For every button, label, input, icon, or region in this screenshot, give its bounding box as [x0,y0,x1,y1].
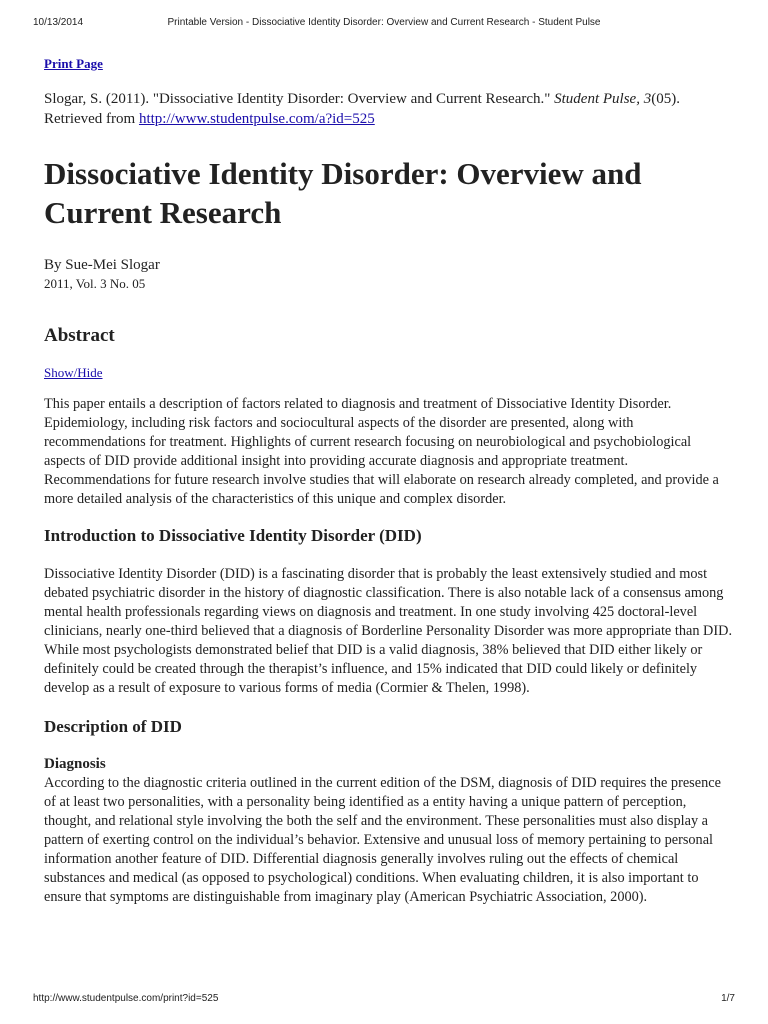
abstract-text: This paper entails a description of factors related to diagnosis and treatment of Dissociative Identity Disorder. Epidemiology, including risk factors and sociocultural aspects of the disorder are presented, along with recommendations for treatment. Highlights of current research focusing on neurobiological and psychobiological aspects of DID provide additional insight into providing accurate diagnosis and appropriate treatment. Recommendations for future research involve studies that will elaborate on research already completed, and provide a more detailed analysis of the characteristics of this unique and complex disorder. [44,396,719,507]
citation-authors: Slogar, S. (2011). "Dissociative Identity Disorder: Overview and Current Research." [44,91,555,107]
article [44,56,734,907]
article-title: Dissociative Identity Disorder: Overview and Current Research [44,156,642,230]
abstract-heading: Abstract [44,325,115,346]
page-number: 1/7 [721,993,735,1004]
citation-journal: Student Pulse, [554,91,640,107]
citation [44,89,734,129]
diagnosis-text: According to the diagnostic criteria outlined in the current edition of the DSM, diagnosis of DID requires the presence of at least two personalities, with a personality being identified as a entity having a unique pattern of perception, thought, and relational style involving the both the self and the environment. These personalities must also display a pattern of exerting control on the individual’s behavior. Extensive and unusual loss of memory pertaining to personal information another feature of DID. Differential diagnosis generally involves ruling out the effects of chemical substances and medical (as opposed to psychological) conditions. When evaluating children, it is also important to ensure that symptoms are distinguishable from imaginary play (American Psychiatric Association, 2000). [44,775,721,905]
intro-heading: Introduction to Dissociative Identity Disorder (DID) [44,526,422,545]
citation-issue: (05). Retrieved from [44,91,680,127]
print-url: http://www.studentpulse.com/print?id=525 [33,993,219,1004]
print-footer [33,993,735,1007]
description-heading: Description of DID [44,717,182,736]
print-date: 10/13/2014 [33,17,84,28]
print-header [33,17,735,31]
diagnosis-heading: Diagnosis [44,756,106,772]
citation-url-link[interactable]: http://www.studentpulse.com/a?id=525 [138,111,375,127]
byline: By Sue-Mei Slogar [44,257,160,273]
issue-info: 2011, Vol. 3 No. 05 [44,276,146,291]
show-hide-link[interactable]: Show/Hide [44,365,103,380]
print-page-link[interactable]: Print Page [44,56,103,71]
intro-text: Dissociative Identity Disorder (DID) is a fascinating disorder that is probably the least extensively studied and most debated psychiatric disorder in the history of diagnostic classification. There is also notable lack of a consensus among mental health professionals regarding views on diagnosis and treatment. In one study involving 425 doctoral-level clinicians, nearly one-third believed that a diagnosis of Borderline Personality Disorder was more appropriate than DID. While most psychologists demonstrated belief that DID is a valid diagnosis, 38% believed that DID either likely or definitely could be created through the therapist’s influence, and 15% indicated that DID could likely or definitely develop as a result of exposure to various forms of media (Cormier & Thelen, 1998). [44,566,733,696]
citation-volume: 3 [643,91,652,107]
print-page-title: Printable Version - Dissociative Identity Disorder: Overview and Current Research - Student Pulse [167,17,601,28]
